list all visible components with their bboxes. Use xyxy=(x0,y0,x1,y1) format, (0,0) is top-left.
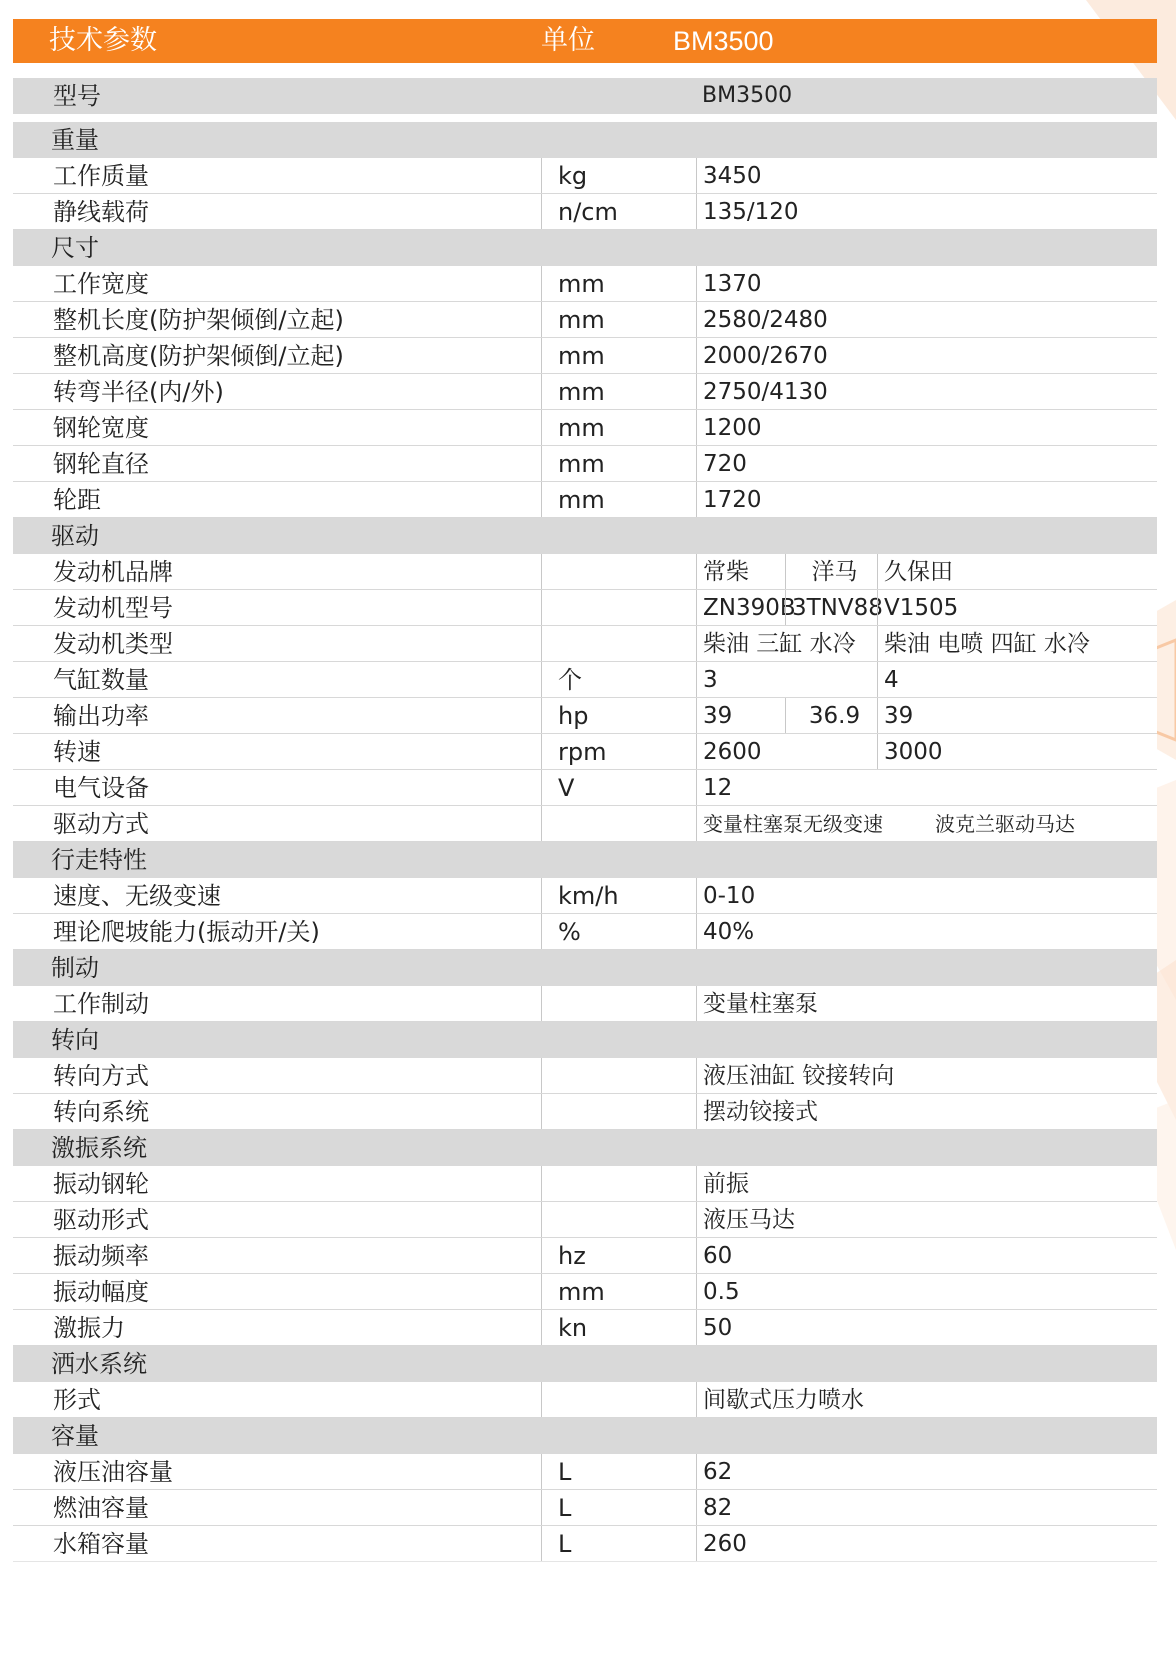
table-row xyxy=(13,446,1157,482)
param-name: 形式 xyxy=(53,1386,101,1414)
table-row xyxy=(13,338,1157,374)
param-unit: mm xyxy=(541,1274,691,1309)
param-value: 135/120 xyxy=(703,199,799,225)
param-unit: L xyxy=(541,1454,691,1489)
param-value: 液压马达 xyxy=(703,1207,795,1233)
param-unit xyxy=(541,1202,691,1237)
table-row xyxy=(13,698,1157,734)
param-unit: rpm xyxy=(541,734,691,769)
table-row xyxy=(13,1238,1157,1274)
param-name: 发动机品牌 xyxy=(53,558,173,586)
param-values xyxy=(696,662,1157,697)
param-values xyxy=(696,1274,1157,1309)
param-unit xyxy=(541,1382,691,1417)
param-value: 50 xyxy=(703,1315,733,1341)
param-unit: L xyxy=(541,1490,691,1525)
param-unit xyxy=(541,1094,691,1129)
param-values xyxy=(696,1202,1157,1237)
section-row xyxy=(13,1418,1157,1454)
param-value: 常柴 xyxy=(703,559,749,585)
param-name: 轮距 xyxy=(53,486,101,514)
table-row xyxy=(13,662,1157,698)
table-row xyxy=(13,1058,1157,1094)
param-value: 0.5 xyxy=(703,1279,740,1305)
param-values xyxy=(696,482,1157,517)
param-value: 2580/2480 xyxy=(703,307,828,333)
table-row xyxy=(13,1454,1157,1490)
param-unit: mm xyxy=(541,446,691,481)
param-values xyxy=(696,1454,1157,1489)
param-value: 柴油 三缸 水冷 xyxy=(703,631,856,657)
param-values xyxy=(696,1166,1157,1201)
param-values xyxy=(696,1238,1157,1273)
section-row xyxy=(13,230,1157,266)
param-value: 40% xyxy=(703,919,755,945)
param-values xyxy=(696,1058,1157,1093)
param-value: V1505 xyxy=(877,590,958,625)
header-model-label: BM3500 xyxy=(673,26,774,56)
param-value: 变量柱塞泵 xyxy=(703,991,818,1017)
table-row xyxy=(13,1274,1157,1310)
table-row xyxy=(13,986,1157,1022)
table-row xyxy=(13,554,1157,590)
section-title: 重量 xyxy=(51,126,99,154)
table-row xyxy=(13,1526,1157,1562)
table-row xyxy=(13,158,1157,194)
param-value: 1200 xyxy=(703,415,762,441)
param-name: 转弯半径(内/外) xyxy=(53,378,224,406)
param-name: 工作宽度 xyxy=(53,270,149,298)
param-unit: mm xyxy=(541,482,691,517)
table-row xyxy=(13,734,1157,770)
param-name: 静线载荷 xyxy=(53,198,149,226)
param-unit xyxy=(541,1058,691,1093)
param-values xyxy=(696,266,1157,301)
param-values xyxy=(696,1382,1157,1417)
param-unit xyxy=(541,986,691,1021)
table-row xyxy=(13,806,1157,842)
param-values xyxy=(696,1490,1157,1525)
table-row xyxy=(13,1490,1157,1526)
param-value: 82 xyxy=(703,1495,733,1521)
param-values xyxy=(696,554,1157,589)
section-title: 尺寸 xyxy=(51,234,99,262)
header-unit-label: 单位 xyxy=(541,25,595,56)
param-value: 39 xyxy=(877,698,913,733)
param-unit: V xyxy=(541,770,691,805)
param-name: 电气设备 xyxy=(53,774,149,802)
section-row xyxy=(13,1346,1157,1382)
param-name: 整机长度(防护架倾倒/立起) xyxy=(53,306,344,334)
param-values xyxy=(696,770,1157,805)
param-values xyxy=(696,410,1157,445)
param-name: 水箱容量 xyxy=(53,1530,149,1558)
param-value: 36.9 xyxy=(785,698,877,733)
param-unit: % xyxy=(541,914,691,949)
section-row xyxy=(13,122,1157,158)
param-unit: n/cm xyxy=(541,194,691,229)
model-row xyxy=(13,78,1157,122)
param-unit xyxy=(541,626,691,661)
param-value: 间歇式压力喷水 xyxy=(703,1387,864,1413)
param-values xyxy=(696,986,1157,1021)
param-name: 工作制动 xyxy=(53,990,149,1018)
param-unit: 个 xyxy=(541,662,691,697)
table-row xyxy=(13,1166,1157,1202)
param-unit: km/h xyxy=(541,878,691,913)
param-value: 3000 xyxy=(877,734,943,769)
table-row xyxy=(13,410,1157,446)
param-values xyxy=(696,374,1157,409)
table-row xyxy=(13,914,1157,950)
param-values xyxy=(696,734,1157,769)
param-name: 发动机型号 xyxy=(53,594,173,622)
section-row xyxy=(13,842,1157,878)
param-value: 60 xyxy=(703,1243,733,1269)
param-values xyxy=(696,158,1157,193)
section-title: 洒水系统 xyxy=(51,1350,147,1378)
section-row xyxy=(13,1130,1157,1166)
table-row xyxy=(13,482,1157,518)
param-value: 1370 xyxy=(703,271,762,297)
param-unit: hp xyxy=(541,698,691,733)
param-unit: mm xyxy=(541,266,691,301)
header-param-label: 技术参数 xyxy=(49,25,157,56)
param-name: 转速 xyxy=(53,738,101,766)
param-values xyxy=(696,698,1157,733)
spec-rows xyxy=(13,122,1157,1562)
param-value: ZN390B xyxy=(703,595,796,621)
param-values xyxy=(696,338,1157,373)
section-title: 激振系统 xyxy=(51,1134,147,1162)
param-value: 前振 xyxy=(703,1171,749,1197)
param-value: 洋马 xyxy=(785,554,877,589)
param-value: 2600 xyxy=(703,739,762,765)
param-value: 久保田 xyxy=(877,554,953,589)
param-value: 260 xyxy=(703,1531,747,1557)
section-title: 制动 xyxy=(51,954,99,982)
param-value: 液压油缸 铰接转向 xyxy=(703,1063,895,1089)
param-name: 振动幅度 xyxy=(53,1278,149,1306)
param-name: 速度、无级变速 xyxy=(53,882,221,910)
table-row xyxy=(13,194,1157,230)
param-name: 整机高度(防护架倾倒/立起) xyxy=(53,342,344,370)
param-unit xyxy=(541,1166,691,1201)
param-values xyxy=(696,914,1157,949)
param-unit: hz xyxy=(541,1238,691,1273)
param-unit: mm xyxy=(541,338,691,373)
param-values xyxy=(696,878,1157,913)
param-values xyxy=(696,1526,1157,1561)
param-value: 波克兰驱动马达 xyxy=(935,812,1075,836)
model-row-label: 型号 xyxy=(53,82,101,110)
param-values xyxy=(696,1094,1157,1129)
param-name: 发动机类型 xyxy=(53,630,173,658)
param-name: 驱动方式 xyxy=(53,810,149,838)
table-row xyxy=(13,1202,1157,1238)
table-header xyxy=(13,19,1157,63)
model-row-value: BM3500 xyxy=(702,83,793,108)
param-unit: L xyxy=(541,1526,691,1561)
param-value: 39 xyxy=(703,703,733,729)
spec-table xyxy=(13,19,1157,1562)
table-row xyxy=(13,1310,1157,1346)
param-values xyxy=(696,446,1157,481)
param-unit: kg xyxy=(541,158,691,193)
table-row xyxy=(13,878,1157,914)
param-name: 振动钢轮 xyxy=(53,1170,149,1198)
table-row xyxy=(13,770,1157,806)
section-title: 容量 xyxy=(51,1422,99,1450)
param-value: 柴油 电喷 四缸 水冷 xyxy=(877,626,1090,661)
param-value: 720 xyxy=(703,451,747,477)
param-values xyxy=(696,590,1157,625)
param-unit: mm xyxy=(541,410,691,445)
table-row xyxy=(13,302,1157,338)
section-row xyxy=(13,518,1157,554)
param-name: 钢轮直径 xyxy=(53,450,149,478)
param-unit: mm xyxy=(541,302,691,337)
param-value: 12 xyxy=(703,775,733,801)
table-row xyxy=(13,590,1157,626)
param-unit xyxy=(541,554,691,589)
section-row xyxy=(13,950,1157,986)
param-name: 液压油容量 xyxy=(53,1458,173,1486)
param-name: 转向方式 xyxy=(53,1062,149,1090)
section-title: 驱动 xyxy=(51,522,99,550)
param-value: 摆动铰接式 xyxy=(703,1099,818,1125)
param-name: 钢轮宽度 xyxy=(53,414,149,442)
param-name: 气缸数量 xyxy=(53,666,149,694)
param-name: 驱动形式 xyxy=(53,1206,149,1234)
param-unit: mm xyxy=(541,374,691,409)
param-values xyxy=(696,1310,1157,1345)
param-name: 工作质量 xyxy=(53,162,149,190)
section-title: 行走特性 xyxy=(51,846,147,874)
table-row xyxy=(13,1094,1157,1130)
table-row xyxy=(13,374,1157,410)
table-row xyxy=(13,266,1157,302)
table-row xyxy=(13,626,1157,662)
param-unit xyxy=(541,806,691,841)
param-name: 振动频率 xyxy=(53,1242,149,1270)
param-name: 燃油容量 xyxy=(53,1494,149,1522)
param-unit: kn xyxy=(541,1310,691,1345)
param-value: 变量柱塞泵无级变速 xyxy=(703,812,883,836)
param-values xyxy=(696,194,1157,229)
param-value: 0-10 xyxy=(703,883,756,909)
param-value: 3450 xyxy=(703,163,762,189)
param-name: 理论爬坡能力(振动开/关) xyxy=(53,918,320,946)
param-name: 转向系统 xyxy=(53,1098,149,1126)
param-value: 2000/2670 xyxy=(703,343,828,369)
param-value: 2750/4130 xyxy=(703,379,828,405)
table-row xyxy=(13,1382,1157,1418)
param-value: 4 xyxy=(877,662,899,697)
section-row xyxy=(13,1022,1157,1058)
param-value: 3 xyxy=(703,667,718,693)
param-values xyxy=(696,626,1157,661)
param-name: 激振力 xyxy=(53,1314,125,1342)
param-name: 输出功率 xyxy=(53,702,149,730)
section-title: 转向 xyxy=(51,1026,99,1054)
param-value: 62 xyxy=(703,1459,733,1485)
param-value: 1720 xyxy=(703,487,762,513)
param-unit xyxy=(541,590,691,625)
param-values xyxy=(696,806,1157,841)
param-value: 3TNV88 xyxy=(785,590,877,625)
param-values xyxy=(696,302,1157,337)
